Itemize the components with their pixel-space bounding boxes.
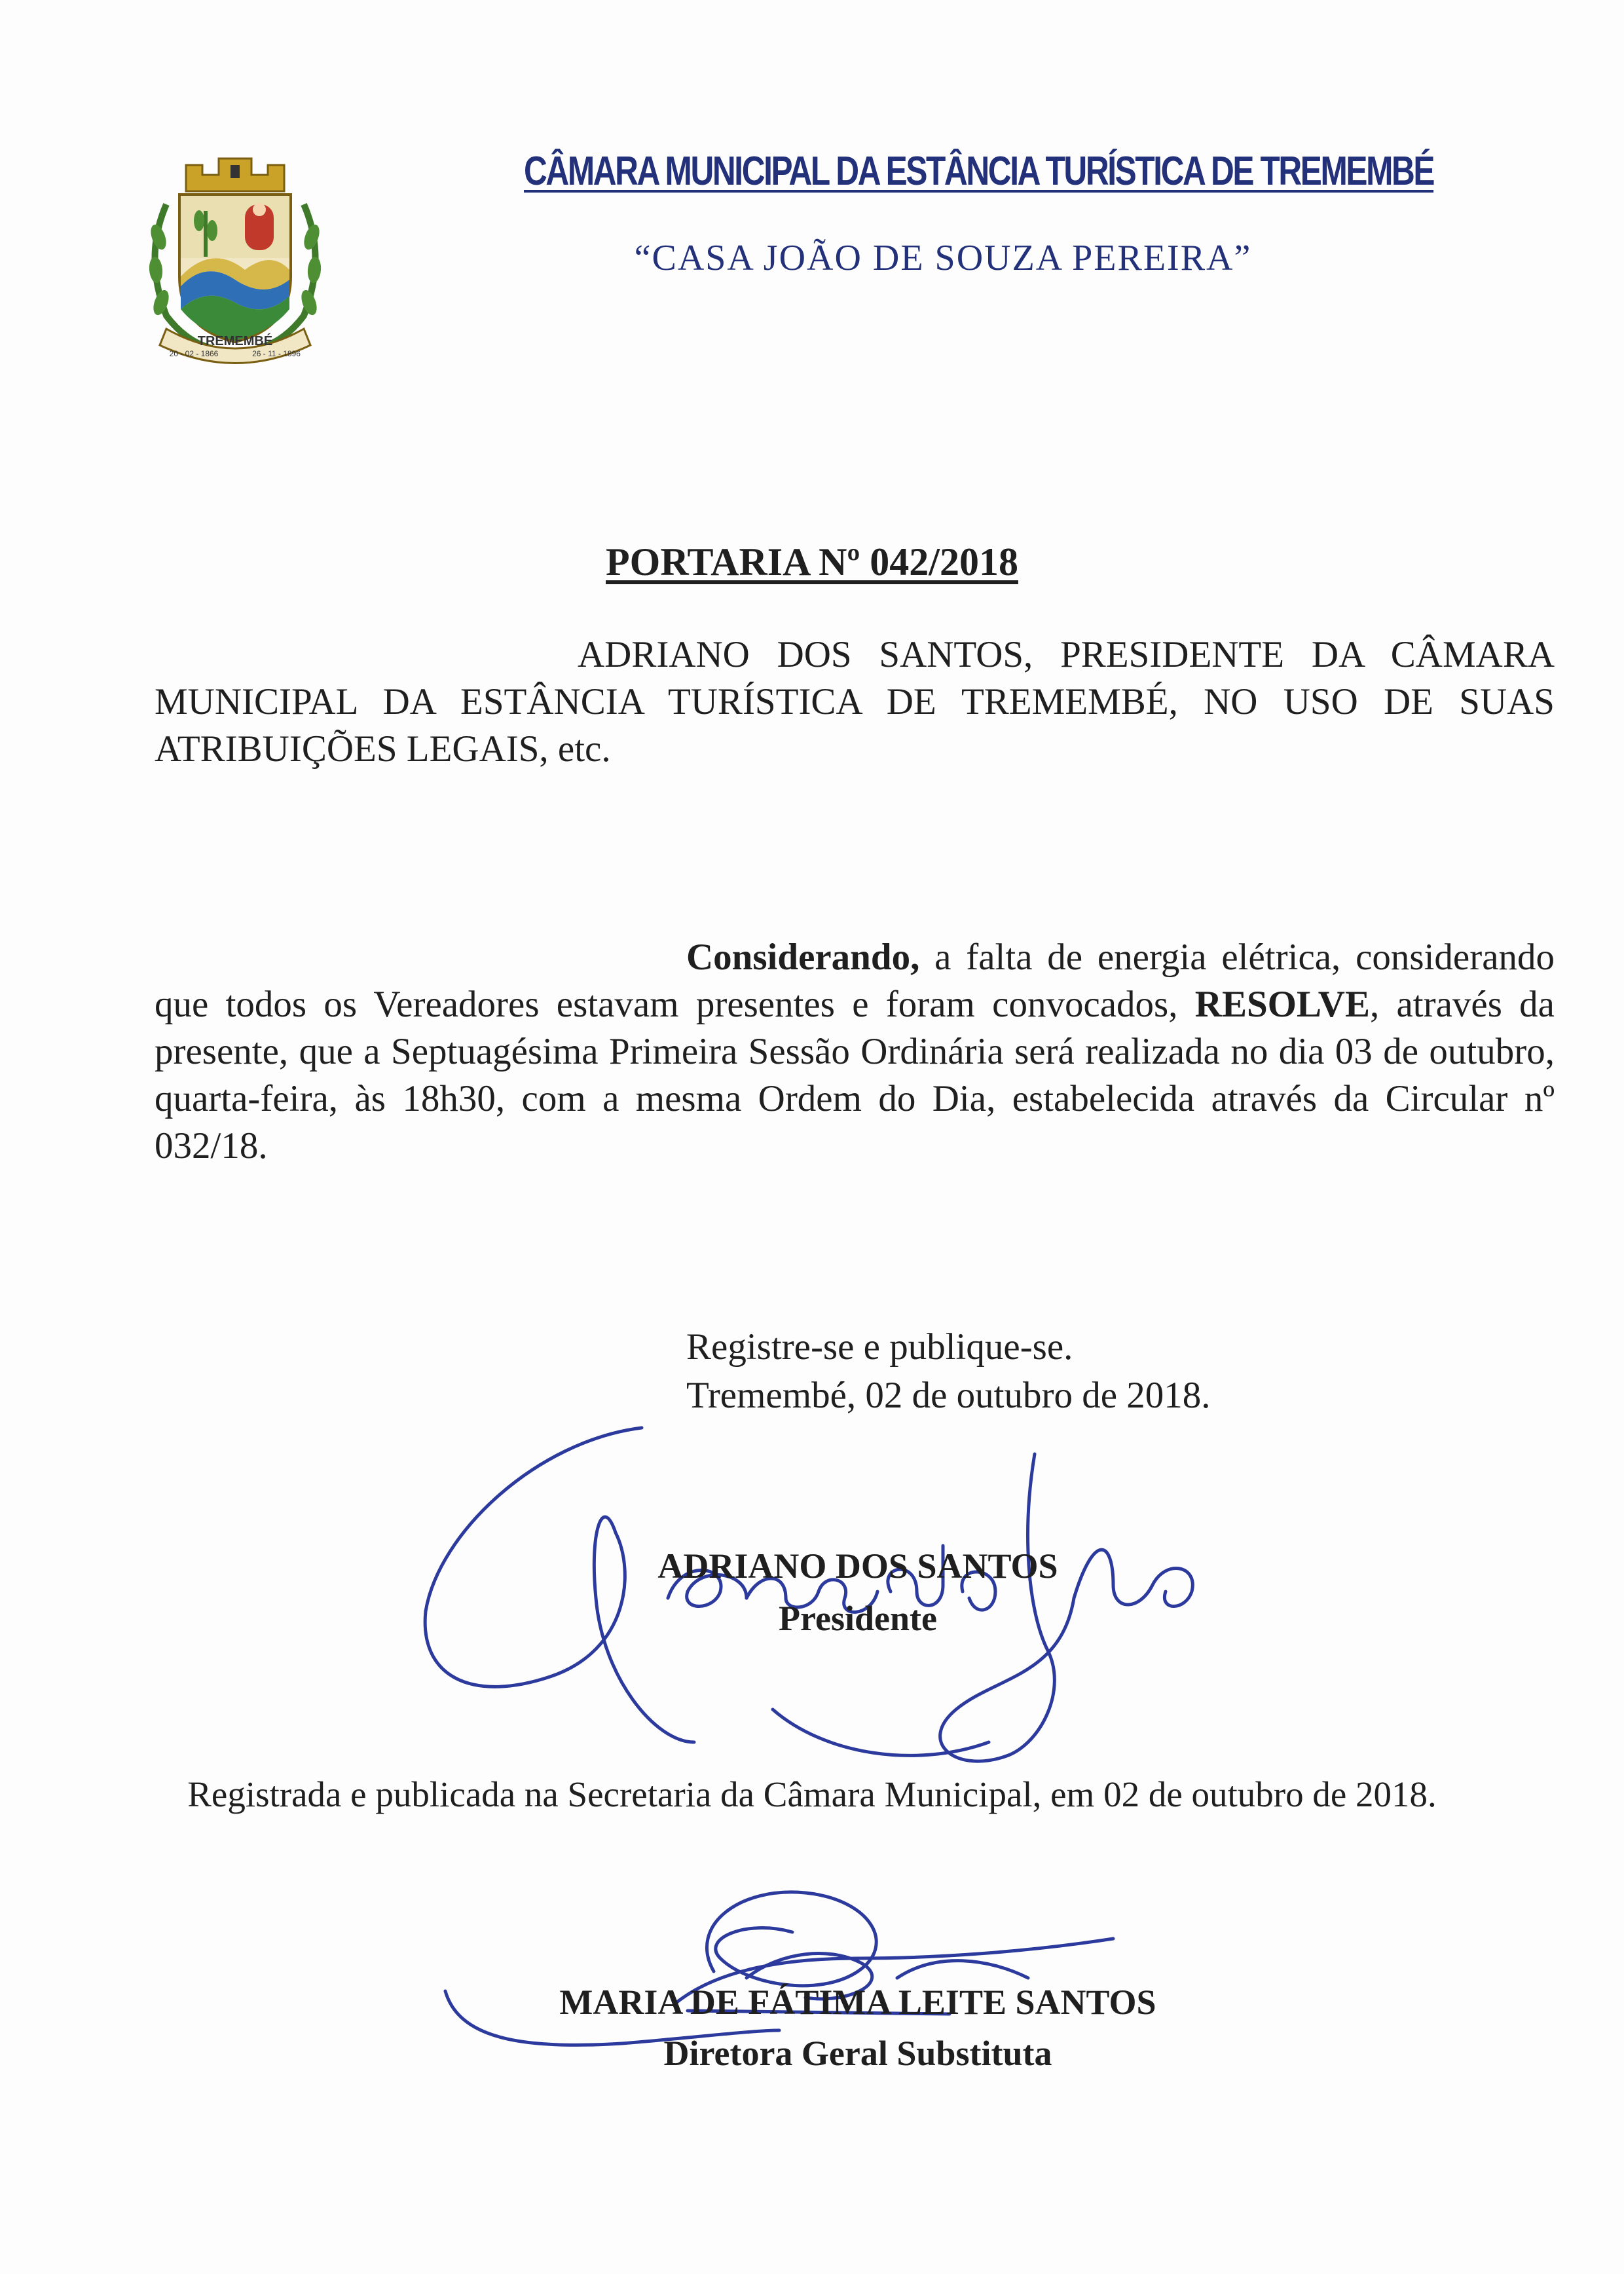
president-name: ADRIANO DOS SANTOS [657,1546,1058,1586]
crest-date-right: 26 - 11 - 1896 [252,349,301,358]
president-role: Presidente [779,1599,937,1638]
crest-date-left: 20 - 02 - 1866 [169,349,219,358]
municipal-coat-of-arms-logo [140,145,330,375]
chamber-title: CÂMARA MUNICIPAL DA ESTÂNCIA TURÍSTICA DE TREMEMBÉ [524,149,1434,194]
registration-note: Registrada e publicada na Secretaria da Câmara Municipal, em 02 de outubro de 2018. [187,1774,1437,1814]
crest-ribbon-text: TREMEMBÉ [197,334,273,348]
resolution-text-1: a falta de energia elétrica, considerando que todos os Vereadores estavam presentes e foram convocados, [155,937,1555,1025]
director-role: Diretora Geral Substituta [663,2034,1052,2073]
resolution-paragraph [155,934,1555,1170]
director-name: MARIA DE FÁTIMA LEITE SANTOS [559,1983,1156,2022]
resolution-lead: Considerando, [686,937,920,978]
document-title: PORTARIA Nº 042/2018 [606,540,1018,584]
date-line: Tremembé, 02 de outubro de 2018. [686,1375,1211,1416]
preamble-paragraph: ADRIANO DOS SANTOS, PRESIDENTE DA CÂMARA MUNICIPAL DA ESTÂNCIA TURÍSTICA DE TREMEMBÉ, NO USO DE SUAS ATRIBUIÇÕES LEGAIS, etc. [155,634,1555,770]
chamber-subtitle: “CASA JOÃO DE SOUZA PEREIRA” [634,238,1252,278]
closing-line: Registre-se e publique-se. [686,1326,1073,1368]
resolution-keyword: RESOLVE [1194,984,1370,1025]
resolution-text-2: , através da presente, que a Septuagésima Primeira Sessão Ordinária será realizada no dia 03 de outubro, quarta-feira, às 18h30, com a mesma Ordem do Dia, estabelecida através da Circular nº 032/18. [155,984,1555,1166]
